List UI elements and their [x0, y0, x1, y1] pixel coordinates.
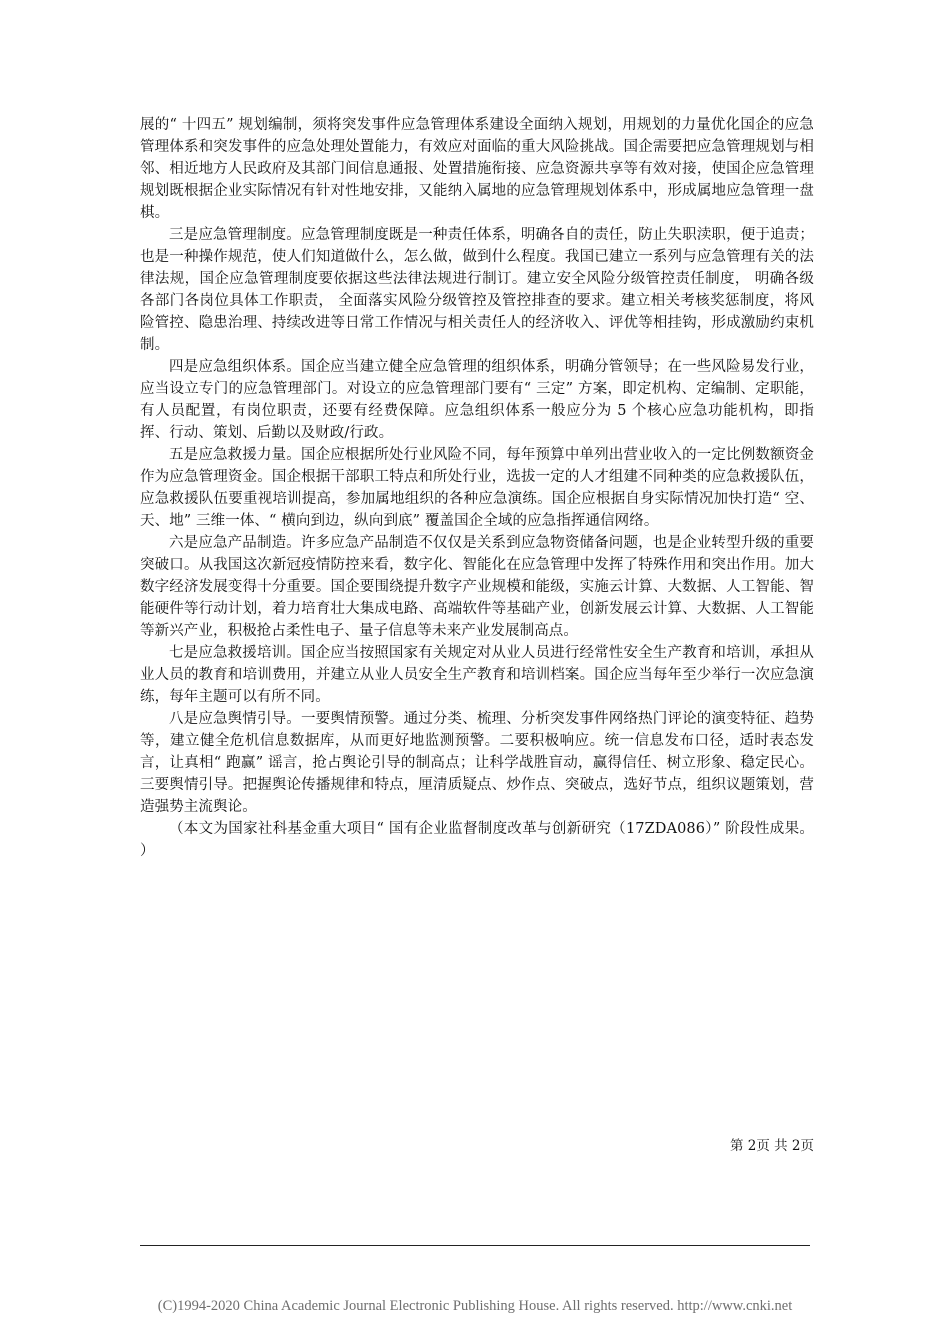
paragraph-continuation: 展的“ 十四五” 规划编制，须将突发事件应急管理体系建设全面纳入规划，用规划的力量优化国企的应急管理体系和突发事件的应急处理处置能力，有效应对面临的重大风险挑战。国企需要把应急管理规划与相邻、相近地方人民政府及其部门间信息通报、处置措施衔接、应急资源共享等有效对接，使国企应急管理规划既根据企业实际情况有针对性地安排，又能纳入属地的应急管理规划体系中，形成属地应急管理一盘棋。	[140, 117, 814, 221]
paragraph-emergency-organization: 四是应急组织体系。国企应当建立健全应急管理的组织体系，明确分管领导；在一些风险易发行业，应当设立专门的应急管理部门。对设立的应急管理部门要有“ 三定” 方案，即定机构、定编制、定职能，有人员配置，有岗位职责，还要有经费保障。应急组织体系一般应分为 5 个核心应急功能机构，即指挥、行动、策划、后勤以及财政/行政。	[140, 359, 814, 441]
page-number: 第 2页 共 2页	[729, 1138, 814, 1154]
copyright-notice: (C)1994-2020 China Academic Journal Electronic Publishing House. All rights reserved. http://www.cnki.net	[157, 1298, 793, 1314]
paragraph-emergency-product-manufacturing: 六是应急产品制造。许多应急产品制造不仅仅是关系到应急物资储备问题，也是企业转型升级的重要突破口。从我国这次新冠疫情防控来看，数字化、智能化在应急管理中发挥了特殊作用和突出作用。加大数字经济发展变得十分重要。国企要围绕提升数字产业规模和能级，实施云计算、大数据、人工智能、智能硬件等行动计划，着力培育壮大集成电路、高端软件等基础产业，创新发展云计算、大数据、人工智能等新兴产业，积极抢占柔性电子、量子信息等未来产业发展制高点。	[140, 535, 814, 639]
paragraph-emergency-management-system: 三是应急管理制度。应急管理制度既是一种责任体系，明确各自的责任，防止失职渎职，便于追责；也是一种操作规范，使人们知道做什么，怎么做，做到什么程度。我国已建立一系列与应急管理有关的法律法规，国企应急管理制度要依据这些法律法规进行制订。建立安全风险分级管控责任制度， 明确各级各部门各岗位具体工作职责， 全面落实风险分级管控及管控排查的要求。建立相关考核奖惩制度，将风险管控、隐患治理、持续改进等日常工作情况与相关责任人的经济收入、评优等相挂钩，形成激励约束机制。	[140, 227, 814, 353]
paragraph-public-opinion-guidance: 八是应急舆情引导。一要舆情预警。通过分类、梳理、分析突发事件网络热门评论的演变特征、趋势等，建立健全危机信息数据库，从而更好地监测预警。二要积极响应。统一信息发布口径，适时表态发言，让真相“ 跑赢” 谣言，抢占舆论引导的制高点；让科学战胜盲动，赢得信任、树立形象、稳定民心。三要舆情引导。把握舆论传播规律和特点，厘清质疑点、炒作点、突破点，选好节点，组织议题策划，营造强势主流舆论。	[140, 711, 814, 815]
paragraph-funding-note: （本文为国家社科基金重大项目“ 国有企业监督制度改革与创新研究（17ZDA086）” 阶段性成果。 ）	[140, 821, 814, 859]
article-body	[140, 114, 814, 862]
paragraph-emergency-rescue-training: 七是应急救援培训。国企应当按照国家有关规定对从业人员进行经常性安全生产教育和培训，承担从业人员的教育和培训费用，并建立从业人员安全生产教育和培训档案。国企应当每年至少举行一次应急演练，每年主题可以有所不同。	[140, 645, 814, 705]
footer-divider	[140, 1245, 810, 1246]
paragraph-emergency-rescue-force: 五是应急救援力量。国企应根据所处行业风险不同，每年预算中单列出营业收入的一定比例数额资金作为应急管理资金。国企根据干部职工特点和所处行业，选拔一定的人才组建不同种类的应急救援队伍，应急救援队伍要重视培训提高，参加属地组织的各种应急演练。国企应根据自身实际情况加快打造“ 空、天、地” 三维一体、“ 横向到边，纵向到底” 覆盖国企全域的应急指挥通信网络。	[140, 447, 814, 529]
